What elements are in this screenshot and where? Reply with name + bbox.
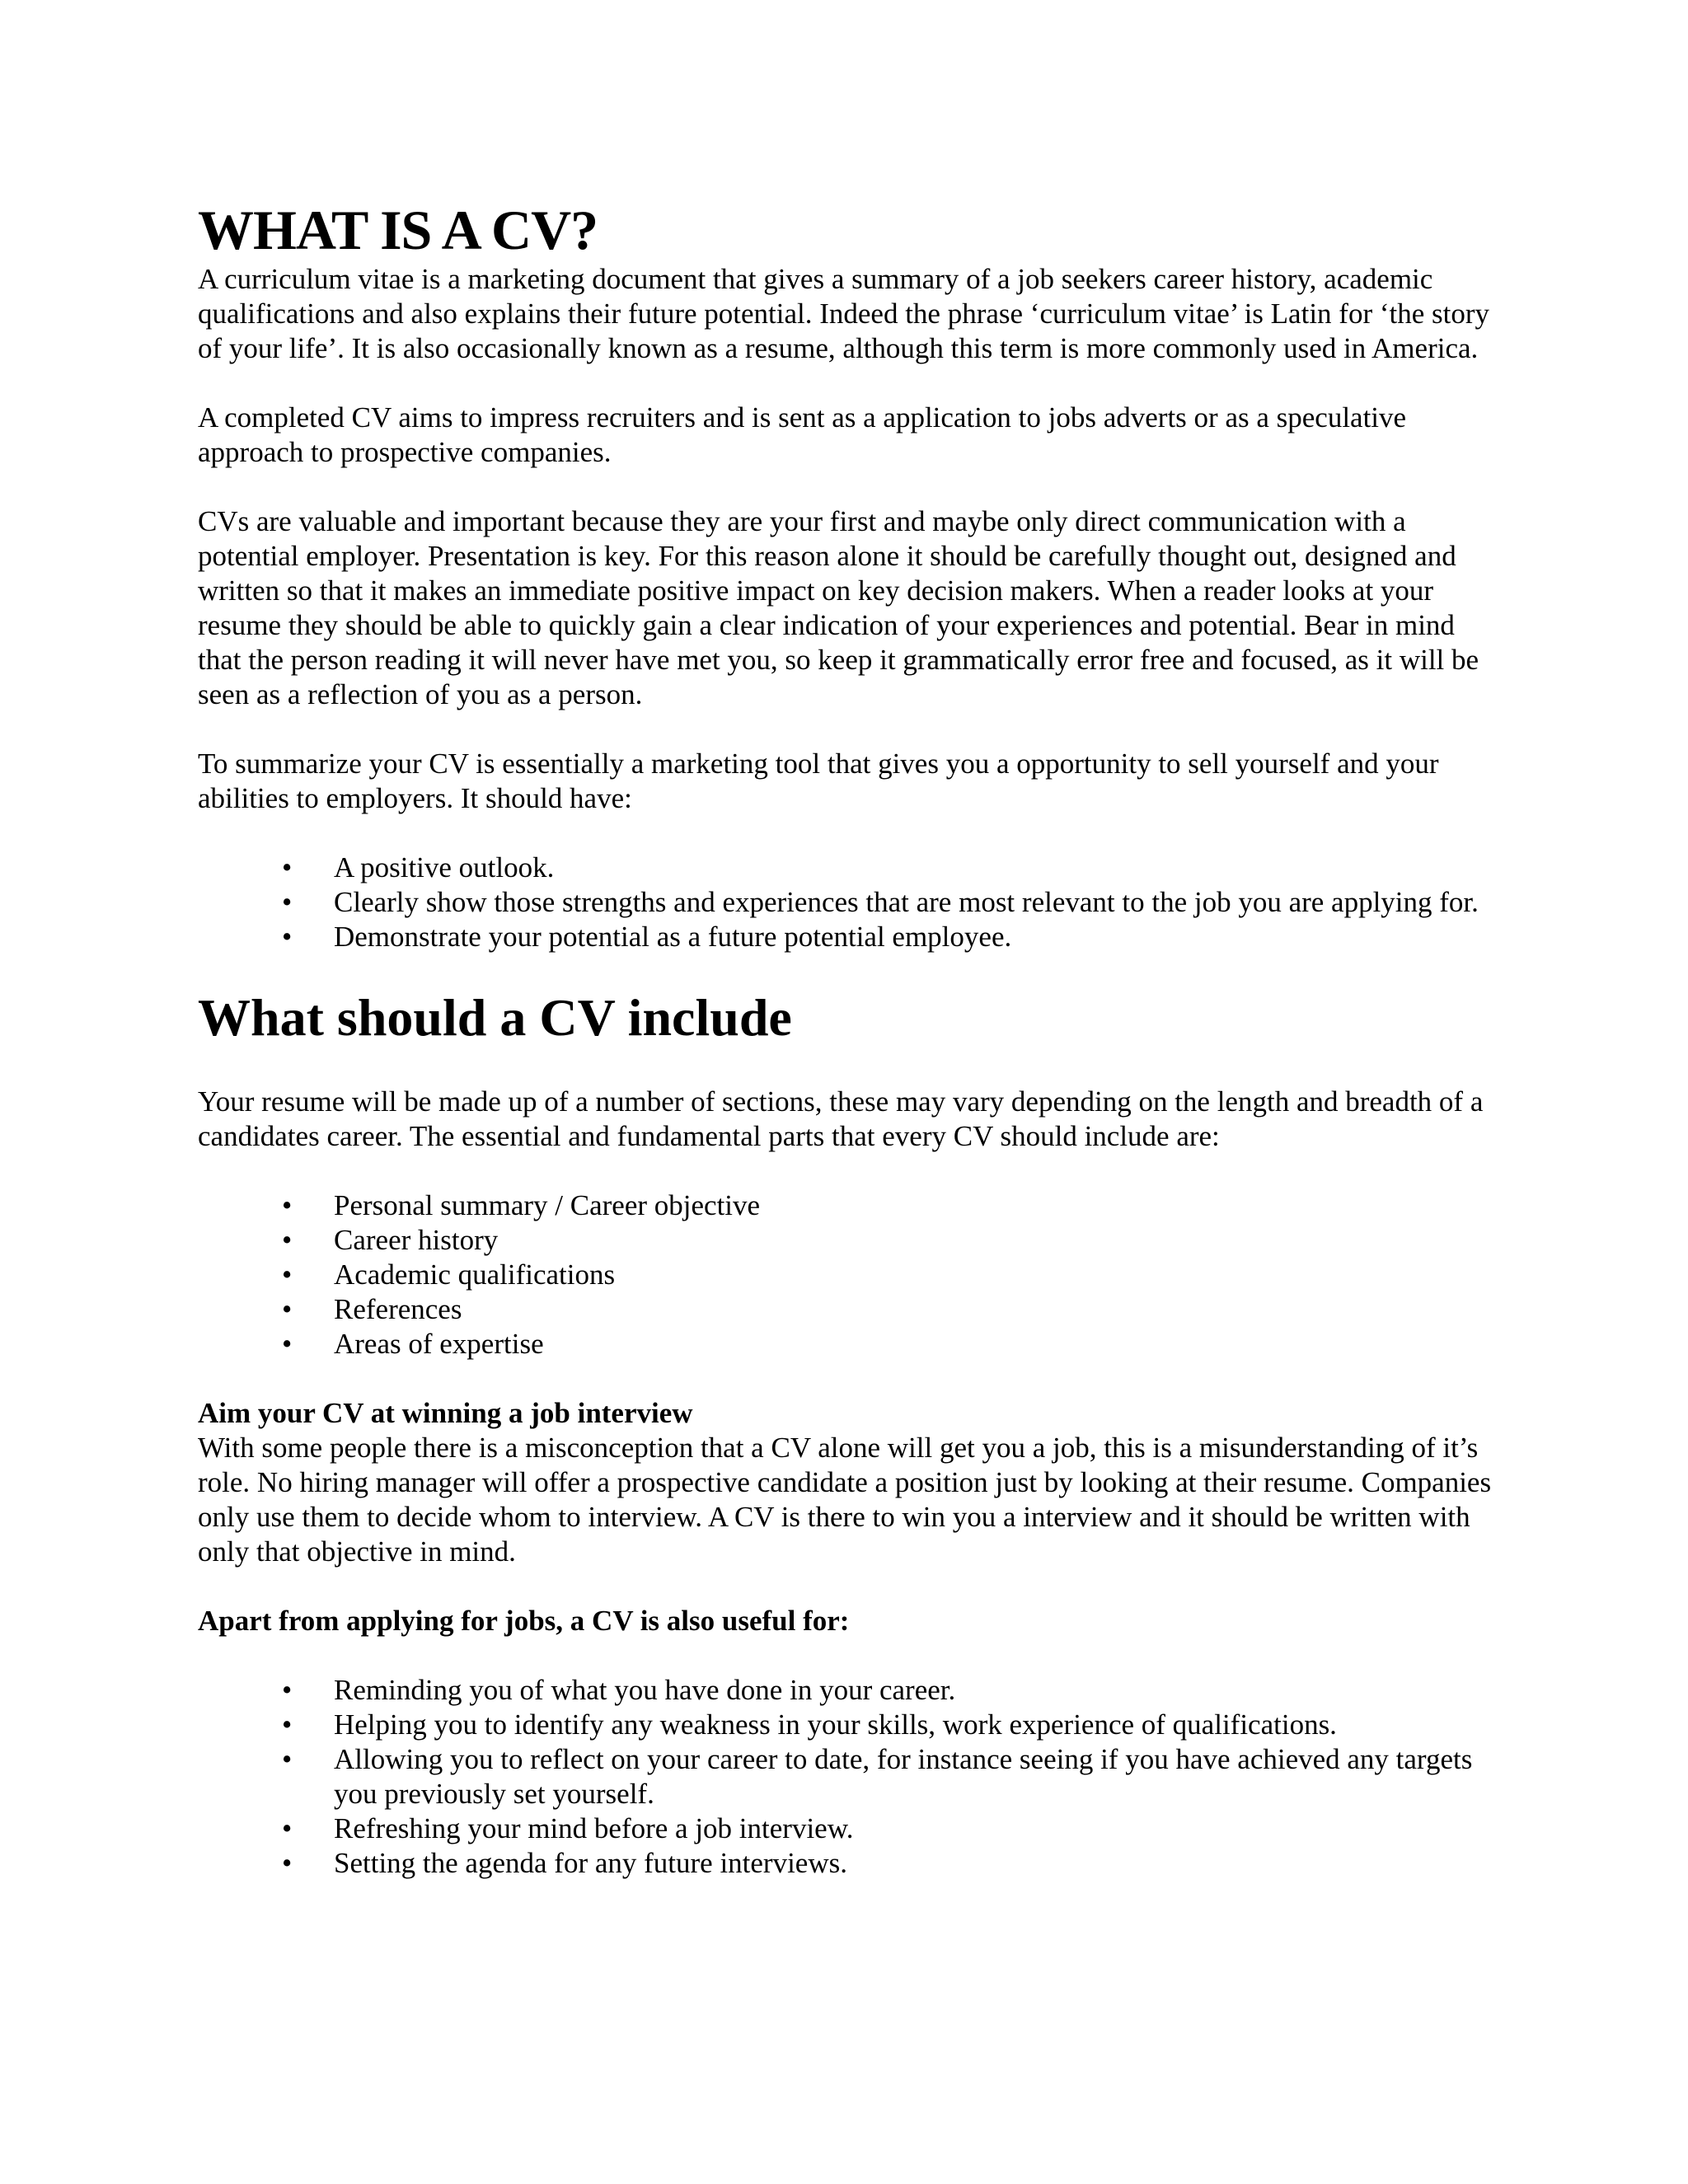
list-item: • Clearly show those strengths and experiences that are most relevant to the job you are applying for. — [198, 885, 1500, 920]
cv-sections-list — [198, 1188, 1500, 1361]
cv-value-paragraph: CVs are valuable and important because they are your first and maybe only direct communication with a potential employer. Presentation is key. For this reason alone it should be carefully thought out, designed and written so that it makes an immediate positive impact on key decision makers. When a reader looks at your resume they should be able to quickly gain a clear indication of your experiences and potential. Bear in mind that the person reading it will never have met you, so keep it grammatically error free and focused, as it will be seen as a reflection of you as a person. — [198, 505, 1479, 711]
subheading-also-useful-for: Apart from applying for jobs, a CV is also useful for: — [198, 1604, 850, 1637]
sections-paragraph: Your resume will be made up of a number of sections, these may vary depending on the length and breadth of a candidates career. The essential and fundamental parts that every CV should include are: — [198, 1085, 1484, 1152]
subheading-aim-your-cv: Aim your CV at winning a job interview — [198, 1396, 693, 1429]
list-item: • Refreshing your mind before a job interview. — [198, 1811, 1500, 1846]
list-item: • Academic qualifications — [198, 1258, 1500, 1292]
list-item: • Setting the agenda for any future interviews. — [198, 1846, 1500, 1881]
list-item: • Areas of expertise — [198, 1327, 1500, 1361]
list-item: • A positive outlook. — [198, 851, 1500, 885]
section-title-what-should-cv-include: What should a CV include — [198, 988, 792, 1047]
section-title-what-is-a-cv: WHAT IS A CV? — [198, 199, 598, 261]
intro-paragraph: A curriculum vitae is a marketing document that gives a summary of a job seekers career history, academic qualifications and also explains their future potential. Indeed the phrase ‘curriculum vitae’ is Latin for ‘the story of your life’. It is also occasionally known as a resume, although this term is more commonly used in America. — [198, 263, 1490, 365]
cv-uses-list — [198, 1673, 1500, 1881]
interview-paragraph: With some people there is a misconception that a CV alone will get you a job, this is a misunderstanding of it’s role. No hiring manager will offer a prospective candidate a position just by looking at their resume. Companies only use them to decide whom to interview. A CV is there to win you a interview and it should be written with only that objective in mind. — [198, 1431, 1492, 1568]
summary-paragraph: To summarize your CV is essentially a marketing tool that gives you a opportunity to sell yourself and your abilities to employers. It should have: — [198, 748, 1439, 815]
cv-should-have-list — [198, 851, 1500, 954]
list-item: • Demonstrate your potential as a future potential employee. — [198, 920, 1500, 954]
list-item: • Helping you to identify any weakness in your skills, work experience of qualifications. — [198, 1708, 1500, 1742]
completed-cv-paragraph: A completed CV aims to impress recruiters and is sent as a application to jobs adverts or as a speculative approach to prospective companies. — [198, 401, 1407, 469]
document-content — [198, 198, 1500, 1881]
list-item: • Personal summary / Career objective — [198, 1188, 1500, 1223]
list-item: • References — [198, 1292, 1500, 1327]
list-item: • Career history — [198, 1223, 1500, 1258]
list-item: • Reminding you of what you have done in your career. — [198, 1673, 1500, 1708]
list-item: • Allowing you to reflect on your career to date, for instance seeing if you have achieved any targets you previously set yourself. — [198, 1742, 1500, 1811]
